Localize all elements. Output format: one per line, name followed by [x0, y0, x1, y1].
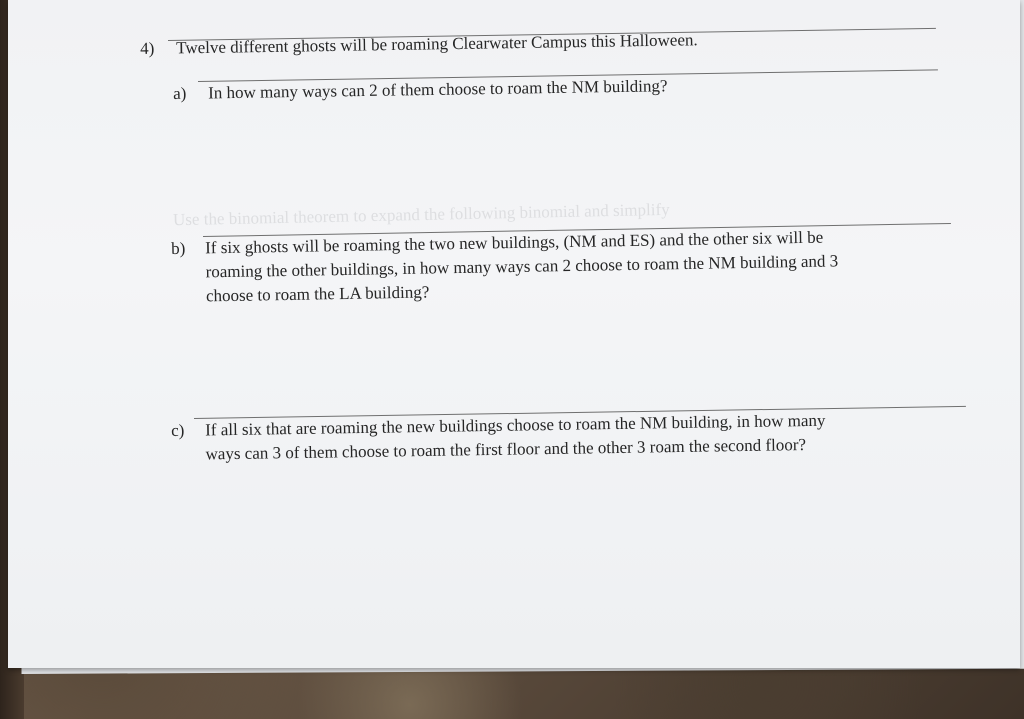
part-b-line-1: If six ghosts will be roaming the two new buildings, (NM and ES) and the other six will be — [205, 227, 824, 258]
part-b-line-2: roaming the other buildings, in how many ways can 2 choose to roam the NM building and 3 — [205, 251, 839, 282]
part-b-label: b) — [171, 238, 186, 258]
question-number: 4) — [140, 38, 155, 58]
part-a-line-1: In how many ways can 2 of them choose to roam the NM building? — [208, 76, 668, 103]
part-b-line-3: choose to roam the LA building? — [205, 282, 430, 306]
worksheet-page — [8, 0, 1020, 668]
part-c-line-1: If all six that are roaming the new buildings choose to roam the NM building, in how many — [205, 410, 826, 440]
part-c-label: c) — [171, 420, 185, 440]
part-a-label: a) — [173, 83, 187, 103]
question-text: Twelve different ghosts will be roaming Clearwater Campus this Halloween. — [176, 30, 698, 58]
part-c-line-2: ways can 3 of them choose to roam the first floor and the other 3 roam the second floor? — [205, 435, 807, 464]
bleed-through-text: Use the binomial theorem to expand the following binomial and simplify — [172, 199, 670, 230]
